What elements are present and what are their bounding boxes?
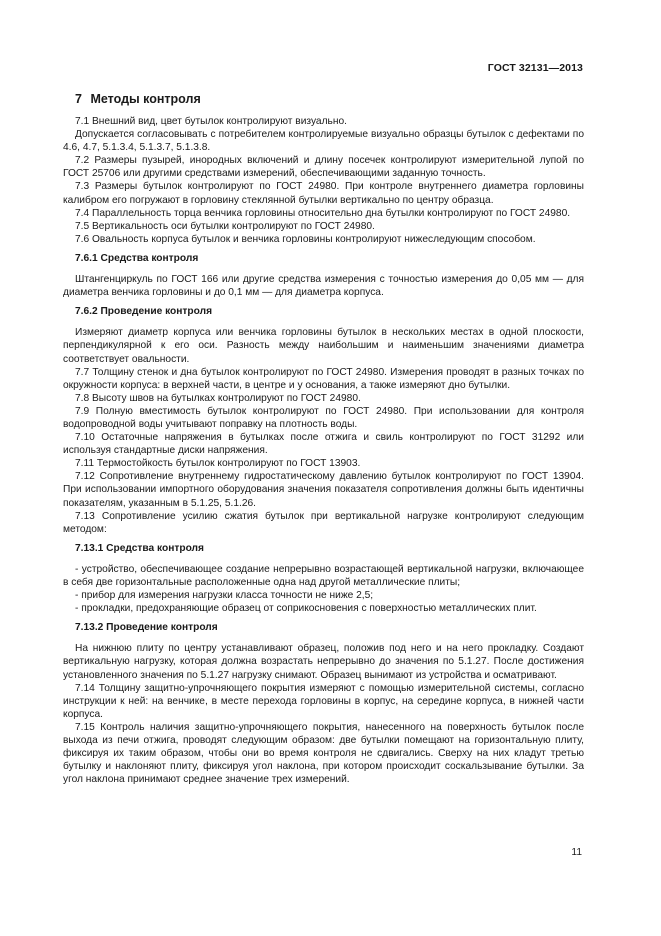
paragraph-7-3: 7.3 Размеры бутылок контролируют по ГОСТ 24980. При контроле внутреннего диаметра горловины калибром его погружают в горловину стеклянной бутылки вертикально по центру образца.: [63, 181, 584, 206]
paragraph-7-1: 7.1 Внешний вид, цвет бутылок контролируют визуально.: [75, 116, 347, 127]
list-item: - прокладки, предохраняющие образец от соприкосновения с поверхностью металлических плит.: [75, 603, 537, 615]
paragraph-7-6: 7.6 Овальность корпуса бутылок и венчика горловины контролируют нижеследующим способом.: [75, 233, 536, 245]
paragraph-7-13-2: На нижнюю плиту по центру устанавливают образец, положив под него и на него прокладку. Создают вертикальную нагрузку, которая должна возрастать непрерывно до значения по 5.1.27. После достижения установленного значения по 5.1.27 нагрузку снимают. Образец вынимают из устройства и осматривают.: [63, 643, 584, 681]
paragraph-7-6-2: Измеряют диаметр корпуса или венчика горловины бутылок в нескольких местах в одной плоскости, перпендикулярной к его оси. Разность между наибольшим и наименьшим значениями диаметра соответствует овальности.: [63, 327, 584, 365]
paragraph-7-10: 7.10 Остаточные напряжения в бутылках после отжига и свиль контролируют по ГОСТ 31292 или используя стандартные диски напряжения.: [63, 432, 584, 457]
subheading-7-6-2: 7.6.2 Проведение контроля: [75, 306, 213, 318]
subheading-7-6-1: 7.6.1 Средства контроля: [75, 252, 199, 264]
section-heading: [75, 91, 584, 107]
document-code: ГОСТ 32131—2013: [487, 62, 583, 74]
paragraph-7-11: 7.11 Термостойкость бутылок контролируют по ГОСТ 13903.: [75, 458, 361, 470]
page-number: 11: [571, 847, 582, 858]
list-item: - устройство, обеспечивающее создание непрерывно возрастающей вертикальной нагрузки, включающее в себя две горизонтальные расположенные одна над другой металлические плиты;: [63, 563, 584, 588]
paragraph-7-1-note: Допускается согласовывать с потребителем контролируемые визуально образцы бутылок с дефектами по 4.6, 4.7, 5.1.3.4, 5.1.3.7, 5.1.3.8.: [63, 129, 584, 154]
subheading-7-13-1: 7.13.1 Средства контроля: [75, 542, 204, 554]
paragraph-7-9: 7.9 Полную вместимость бутылок контролируют по ГОСТ 24980. При использовании для контроля водопроводной воды учитывают поправку на плотность воды.: [63, 405, 584, 430]
paragraph-7-15: 7.15 Контроль наличия защитно-упрочняющего покрытия, нанесенного на поверхность бутылок после выхода из печи отжига, проводят следующим образом: две бутылки помещают на горизонтальную плиту, фиксируя их таким образом, чтобы они во время контроля не сдвигались. Сверху на них кладут третью бутылку и наклоняют плиту, фиксируя угол наклона, при котором происходит соскальзывание бутылки. За угол наклона принимают среднее значение трех измерений.: [63, 721, 584, 786]
paragraph-7-7: 7.7 Толщину стенок и дна бутылок контролируют по ГОСТ 24980. Измерения проводят в разных точках по окружности корпуса: в верхней части, в центре и у основания, а также измеряют дно бутылки.: [63, 366, 584, 391]
paragraph-7-2: 7.2 Размеры пузырей, инородных включений и длину посечек контролируют измерительной лупой по ГОСТ 25706 или другими средствами измерений, обеспечивающими заданную точность.: [63, 155, 584, 180]
section-number: 7: [75, 92, 82, 106]
paragraph-7-5: 7.5 Вертикальность оси бутылки контролируют по ГОСТ 24980.: [75, 220, 375, 232]
paragraph-7-8: 7.8 Высоту швов на бутылках контролируют по ГОСТ 24980.: [75, 392, 361, 404]
subheading-7-13-2: 7.13.2 Проведение контроля: [75, 622, 218, 634]
paragraph-7-12: 7.12 Сопротивление внутреннему гидростатическому давлению бутылок контролируют по ГОСТ 13904. При использовании импортного оборудования значения показателя сопротивления должны быть идентичны показателям, указанным в 5.1.25, 5.1.26.: [63, 471, 584, 509]
paragraph-7-6-1: Штангенциркуль по ГОСТ 166 или другие средства измерения с точностью измерения до 0,05 мм — для диаметра венчика горловины и до 0,1 мм — для диаметра корпуса.: [63, 274, 584, 299]
section-title: Методы контроля: [90, 92, 201, 106]
paragraph-7-13: 7.13 Сопротивление усилию сжатия бутылок при вертикальной нагрузке контролируют следующим методом:: [63, 510, 584, 535]
list-item: - прибор для измерения нагрузки класса точности не ниже 2,5;: [75, 590, 374, 602]
paragraph-7-4: 7.4 Параллельность торца венчика горловины относительно дна бутылки контролируют по ГОСТ 24980.: [75, 207, 571, 219]
document-body: [63, 91, 584, 786]
paragraph-7-14: 7.14 Толщину защитно-упрочняющего покрытия измеряют с помощью измерительной системы, согласно инструкции к ней: на венчике, в месте перехода горловины в корпус, на середине корпуса, в нижней части корпуса.: [63, 682, 584, 720]
